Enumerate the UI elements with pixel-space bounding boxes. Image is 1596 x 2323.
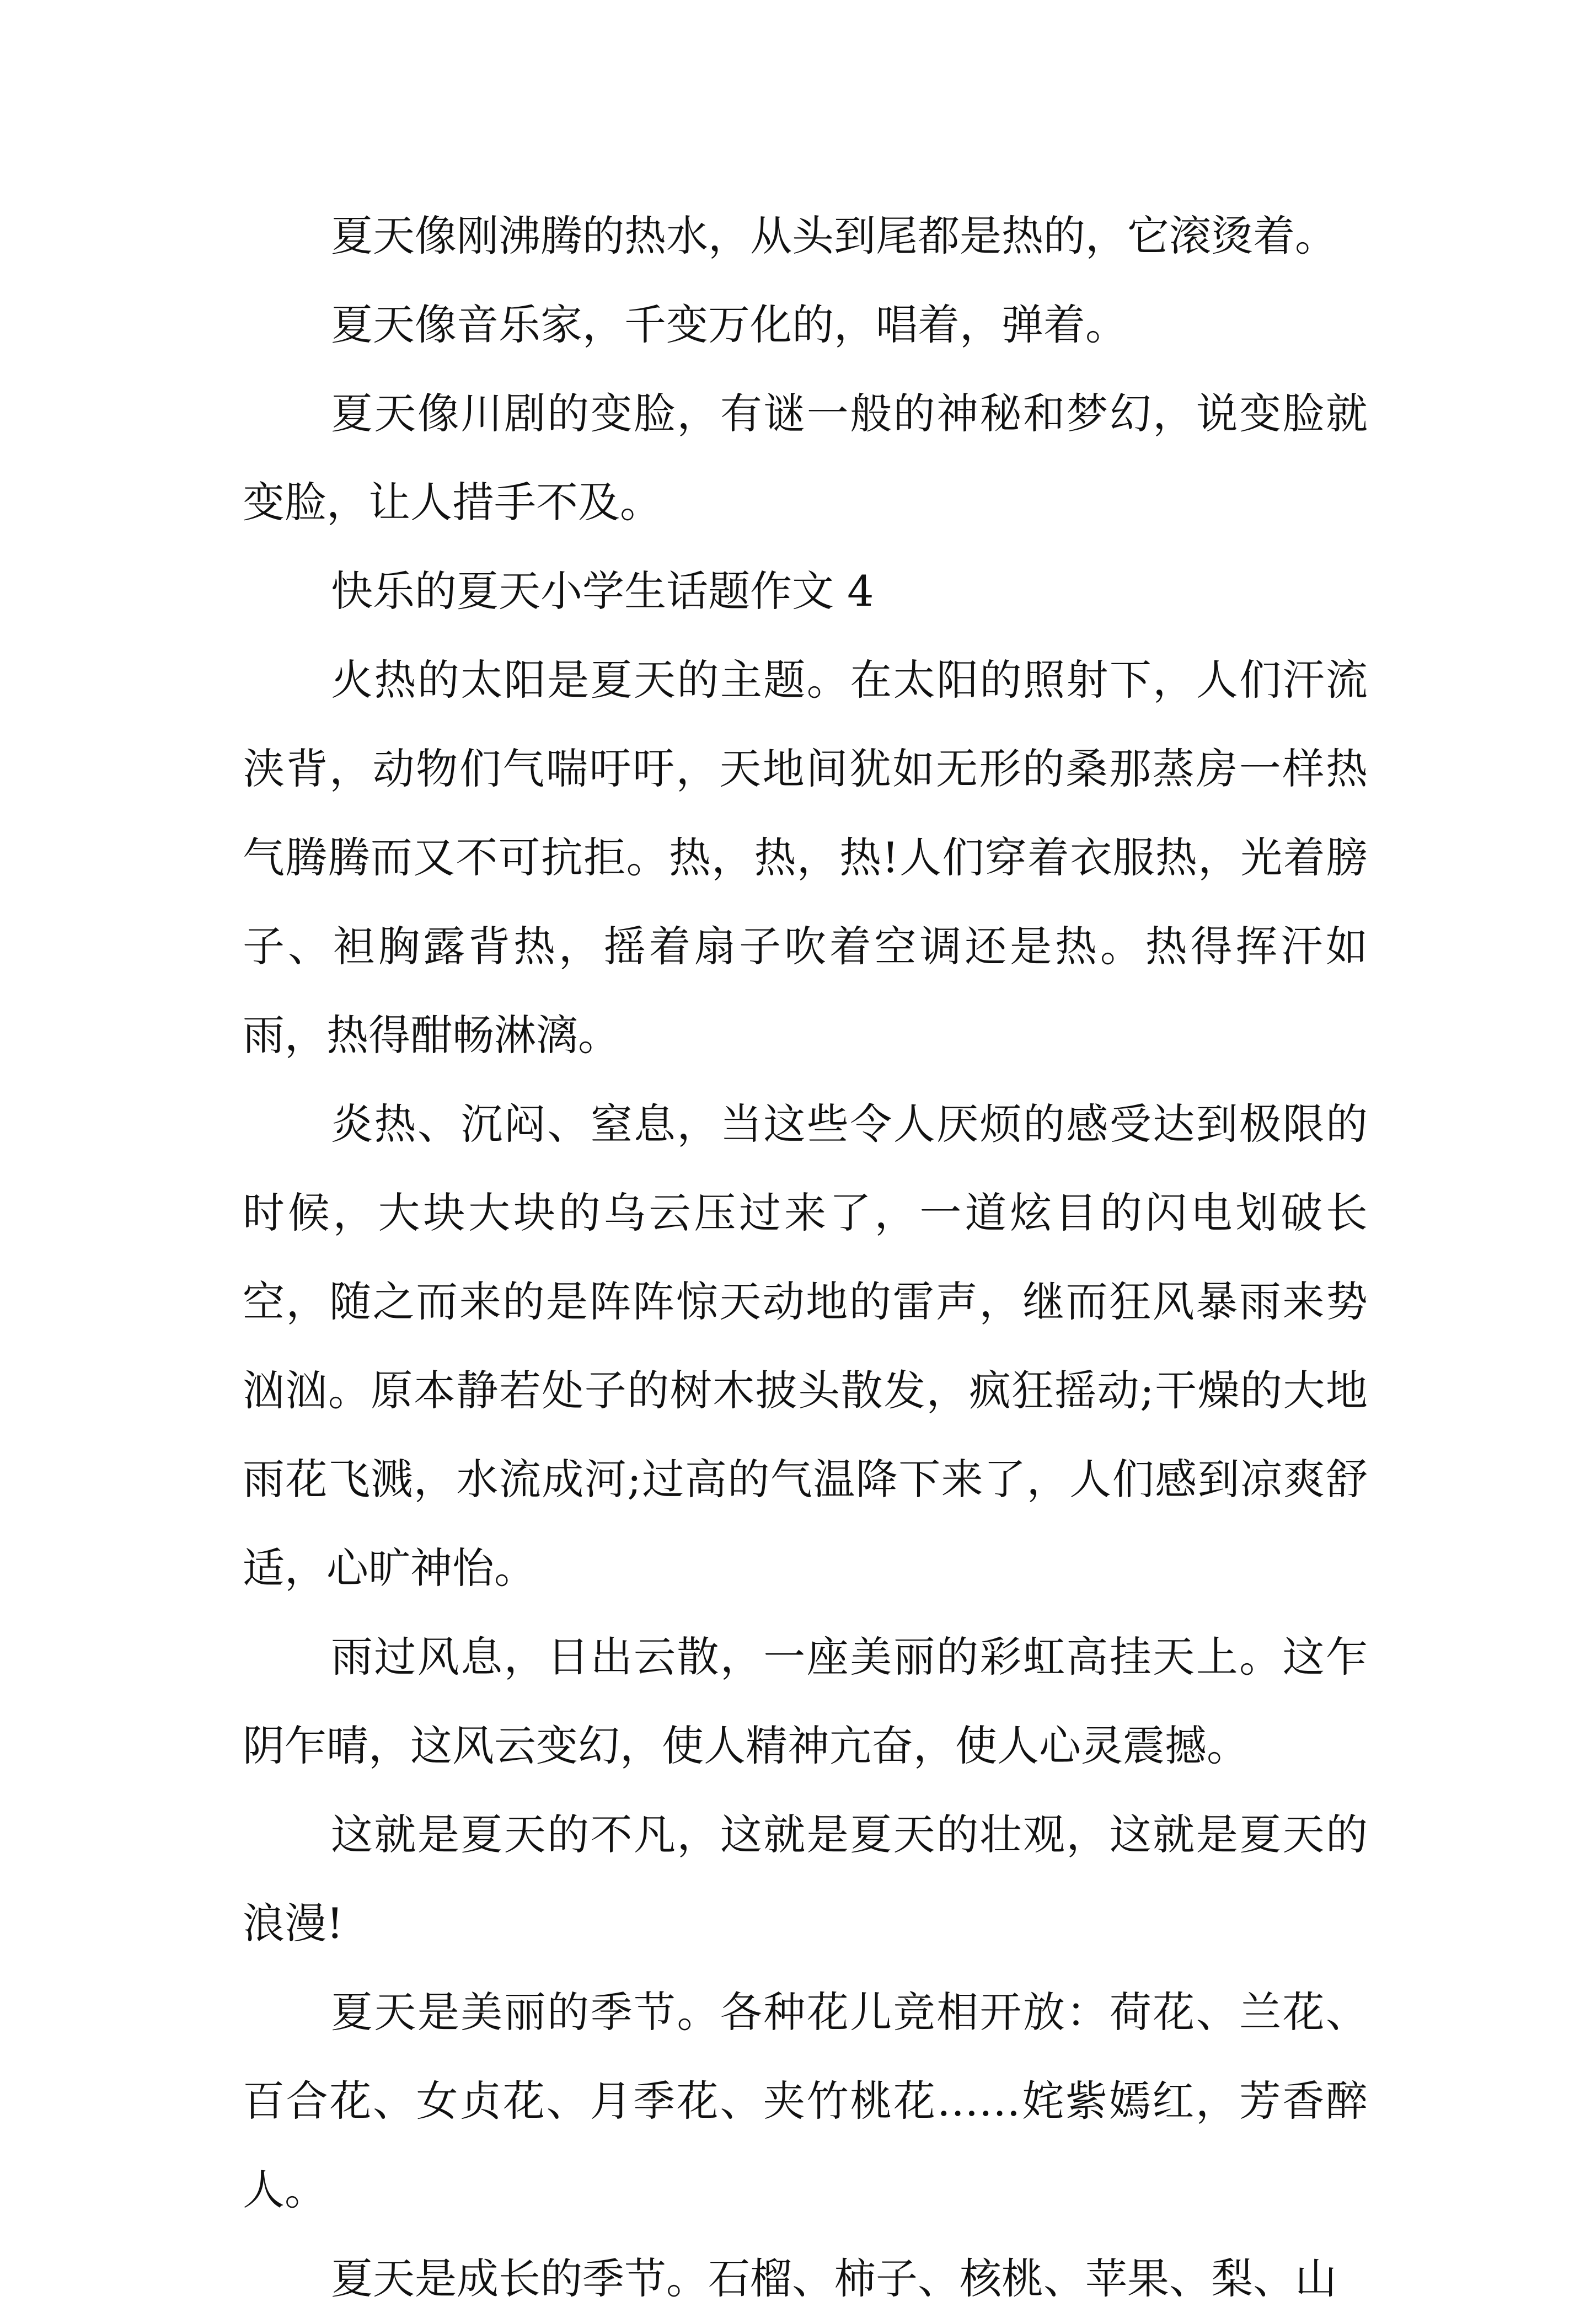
paragraph: 夏天是美丽的季节。各种花儿竞相开放：荷花、兰花、百合花、女贞花、月季花、夹竹桃花……姹紫嫣红，芳香醉人。 (243, 1988, 1368, 2214)
paragraph: 夏天像音乐家，千变万化的，唱着，弹着。 (331, 300, 1127, 349)
paragraph: 火热的太阳是夏天的主题。在太阳的照射下，人们汗流浃背，动物们气喘吁吁，天地间犹如无形的桑那蒸房一样热气腾腾而又不可抗拒。热，热，热!人们穿着衣服热，光着膀子、袒胸露背热，摇着扇子吹着空调还是热。热得挥汗如雨，热得酣畅淋漓。 (243, 655, 1368, 1060)
document-body (243, 191, 1368, 2323)
section-heading: 快乐的夏天小学生话题作文 4 (331, 567, 874, 616)
paragraph: 雨过风息，日出云散，一座美丽的彩虹高挂天上。这乍阴乍晴，这风云变幻，使人精神亢奋，使人心灵震撼。 (243, 1632, 1368, 1770)
paragraph: 这就是夏天的不凡，这就是夏天的壮观，这就是夏天的浪漫! (243, 1810, 1368, 1948)
paragraph: 夏天像刚沸腾的热水，从头到尾都是热的，它滚烫着。 (331, 211, 1337, 260)
paragraph: 炎热、沉闷、窒息，当这些令人厌烦的感受达到极限的时候，大块大块的乌云压过来了，一道炫目的闪电划破长空，随之而来的是阵阵惊天动地的雷声，继而狂风暴雨来势汹汹。原本静若处子的树木披头散发，疯狂摇动;干燥的大地雨花飞溅，水流成河;过高的气温降下来了，人们感到凉爽舒适，心旷神怡。 (243, 1099, 1368, 1593)
paragraph: 夏天像川剧的变脸，有谜一般的神秘和梦幻，说变脸就变脸，让人措手不及。 (243, 389, 1368, 527)
paragraph: 夏天是成长的季节。石榴、柿子、核桃、苹果、梨、山 (331, 2254, 1337, 2303)
